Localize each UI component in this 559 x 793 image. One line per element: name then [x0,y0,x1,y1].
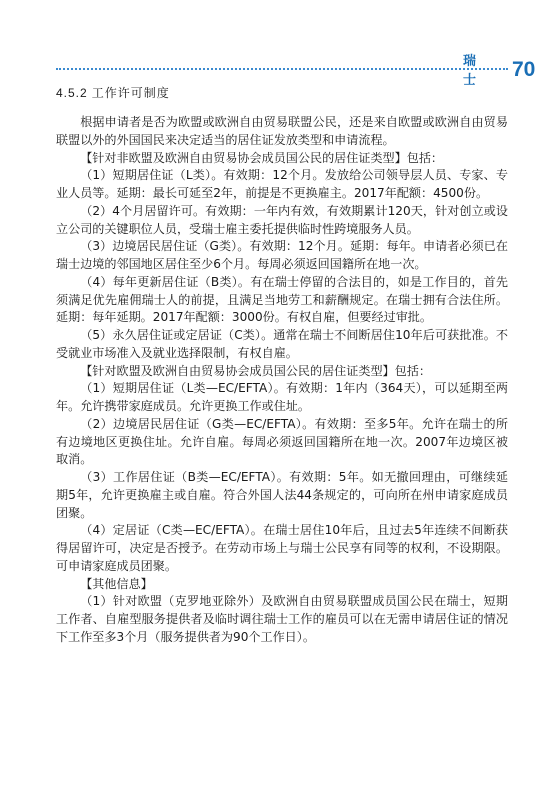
paragraph-other-info-heading: 【其他信息】 [80,576,153,591]
paragraph-eu-b-permit: （3）工作居住证（B类—EC/EFTA）。有效期：5年。如无撤回理由，可继续延期5年，允许更换雇主或自雇。符合外国人法44条规定的，可向所在州申请家庭成员团聚。 [56,470,508,520]
paragraph-non-eu-b-permit: （4）每年更新居住证（B类）。有在瑞士停留的合法目的，如是工作目的，首先须满足优先雇佣瑞士人的前提，且满足当地劳工和薪酬规定。在瑞士拥有合法住所。延期：每年延期。2017年配额：3000份。有权自雇，但要经过审批。 [56,274,508,325]
page-body [56,85,508,647]
paragraph-eu-g-permit: （2）边境居民居住证（G类—EC/EFTA）。有效期：至多5年。允许在瑞士的所有边境地区更换住址。允许自雇。每周必须返回国籍所在地一次。2007年边境区被取消。 [56,416,508,467]
paragraph-eu-heading: 【针对欧盟及欧洲自由贸易协会成员国公民的居住证类型】包括： [80,363,431,378]
section-heading [56,85,508,102]
header-divider [56,68,508,70]
running-header-title: 瑞 士 [463,54,489,88]
page-number: 70 [512,58,536,81]
paragraph-eu-l-permit: （1）短期居住证（L类—EC/EFTA）。有效期：1年内（364天），可以延期至两年。允许携带家庭成员。允许更换工作或住址。 [56,381,508,413]
paragraph-intro: 根据申请者是否为欧盟或欧洲自由贸易联盟公民，还是来自欧盟或欧洲自由贸易联盟以外的外国国民来决定适当的居住证发放类型和申请流程。 [56,115,508,147]
paragraph-non-eu-heading: 【针对非欧盟及欧洲自由贸易协会成员国公民的居住证类型】包括： [80,150,444,165]
paragraph-other-info-1: （1）针对欧盟（克罗地亚除外）及欧洲自由贸易联盟成员国公民在瑞士，短期工作者、自雇型服务提供者及临时调往瑞士工作的雇员可以在无需申请居住证的情况下工作至多3个月（服务提供者为90个工作日）。 [56,594,508,644]
section-title: 工作许可制度 [91,86,170,100]
paragraph-non-eu-g-permit: （3）边境居民居住证（G类）。有效期：12个月。延期：每年。申请者必须已在瑞士边境的邻国地区居住至少6个月。每周必须返回国籍所在地一次。 [56,239,508,271]
paragraph-eu-c-permit: （4）定居证（C类—EC/EFTA）。在瑞士居住10年后，且过去5年连续不间断获得居留许可，决定是否授予。在劳动市场上与瑞士公民享有同等的权利，不设期限。可申请家庭成员团聚。 [56,523,508,573]
paragraph-non-eu-4-month-permit: （2）4个月居留许可。有效期：一年内有效，有效期累计120天，针对创立或设立公司的关键职位人员，受瑞士雇主委托提供临时性跨境服务人员。 [56,203,508,236]
paragraph-non-eu-l-permit: （1）短期居住证（L类）。有效期：12个月。发放给公司领导层人员、专家、专业人员等。延期：最长可延至2年，前提是不更换雇主。2017年配额：4500份。 [56,168,508,200]
section-number: 4.5.2 [56,86,88,100]
paragraph-non-eu-c-permit: （5）永久居住证或定居证（C类）。通常在瑞士不间断居住10年后可获批准。不受就业市场准入及就业选择限制，有权自雇。 [56,328,508,360]
